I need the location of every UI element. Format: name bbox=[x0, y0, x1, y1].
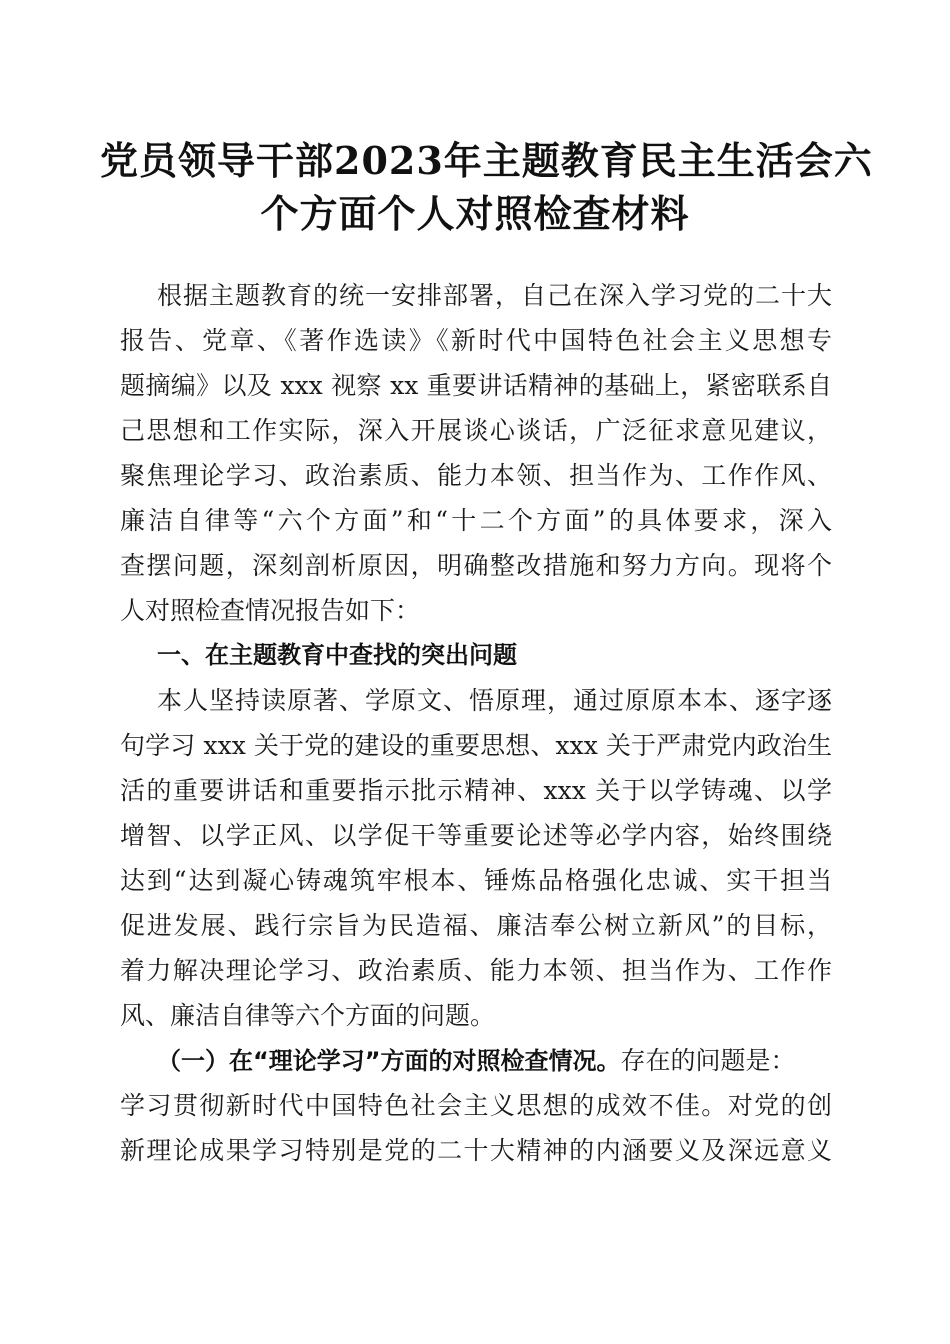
subsection1-first-rest: 存在的问题是： bbox=[620, 1046, 796, 1075]
intro-line-4: 己思想和工作实际，深入开展谈心谈话，广泛征求意见建议， bbox=[120, 416, 832, 445]
title-line-1: 党员领导干部2023年主题教育民主生活会六 bbox=[100, 138, 873, 183]
intro-line-2: 报告、党章、《著作选读》《新时代中国特色社会主义思想专 bbox=[120, 326, 832, 355]
title-line-2: 个方面个人对照检查材料 bbox=[260, 191, 690, 236]
section1-line-6: 促进发展、践行宗旨为民造福、廉洁奉公树立新风”的目标， bbox=[120, 911, 832, 940]
section-heading-1: 一、在主题教育中查找的突出问题 bbox=[157, 641, 517, 669]
section1-line-4: 增智、以学正风、以学促干等重要论述等必学内容，始终围绕 bbox=[120, 821, 832, 850]
intro-line-1: 根据主题教育的统一安排部署，自己在深入学习党的二十大 bbox=[157, 281, 832, 310]
intro-line-3: 题摘编》以及 xxx 视察 xx 重要讲话精神的基础上，紧密联系自 bbox=[120, 371, 832, 400]
section1-line-1: 本人坚持读原著、学原文、悟原理，通过原原本本、逐字逐 bbox=[157, 686, 832, 715]
section1-line-2: 句学习 xxx 关于党的建设的重要思想、xxx 关于严肃党内政治生 bbox=[120, 731, 832, 760]
subsection1-line-2: 学习贯彻新时代中国特色社会主义思想的成效不佳。对党的创 bbox=[120, 1091, 832, 1120]
document-body bbox=[120, 273, 832, 1173]
subsection1-lead: （一）在“理论学习”方面的对照检查情况。 bbox=[157, 1047, 621, 1075]
intro-line-7: 查摆问题，深刻剖析原因，明确整改措施和努力方向。现将个 bbox=[120, 551, 832, 580]
document-title bbox=[100, 134, 873, 240]
intro-line-6: 廉洁自律等“六个方面”和“十二个方面”的具体要求，深入 bbox=[120, 506, 832, 535]
section1-line-8: 风、廉洁自律等六个方面的问题。 bbox=[120, 1001, 496, 1030]
subsection1-first-line bbox=[120, 1038, 832, 1083]
section1-line-3: 活的重要讲话和重要指示批示精神、xxx 关于以学铸魂、以学 bbox=[120, 776, 832, 805]
subsection1-line-3: 新理论成果学习特别是党的二十大精神的内涵要义及深远意义 bbox=[120, 1136, 832, 1165]
intro-line-8: 人对照检查情况报告如下： bbox=[120, 596, 421, 625]
section1-line-5: 达到“达到凝心铸魂筑牢根本、锤炼品格强化忠诚、实干担当 bbox=[120, 866, 832, 895]
intro-line-5: 聚焦理论学习、政治素质、能力本领、担当作为、工作作风、 bbox=[120, 461, 832, 490]
section1-line-7: 着力解决理论学习、政治素质、能力本领、担当作为、工作作 bbox=[120, 956, 832, 985]
